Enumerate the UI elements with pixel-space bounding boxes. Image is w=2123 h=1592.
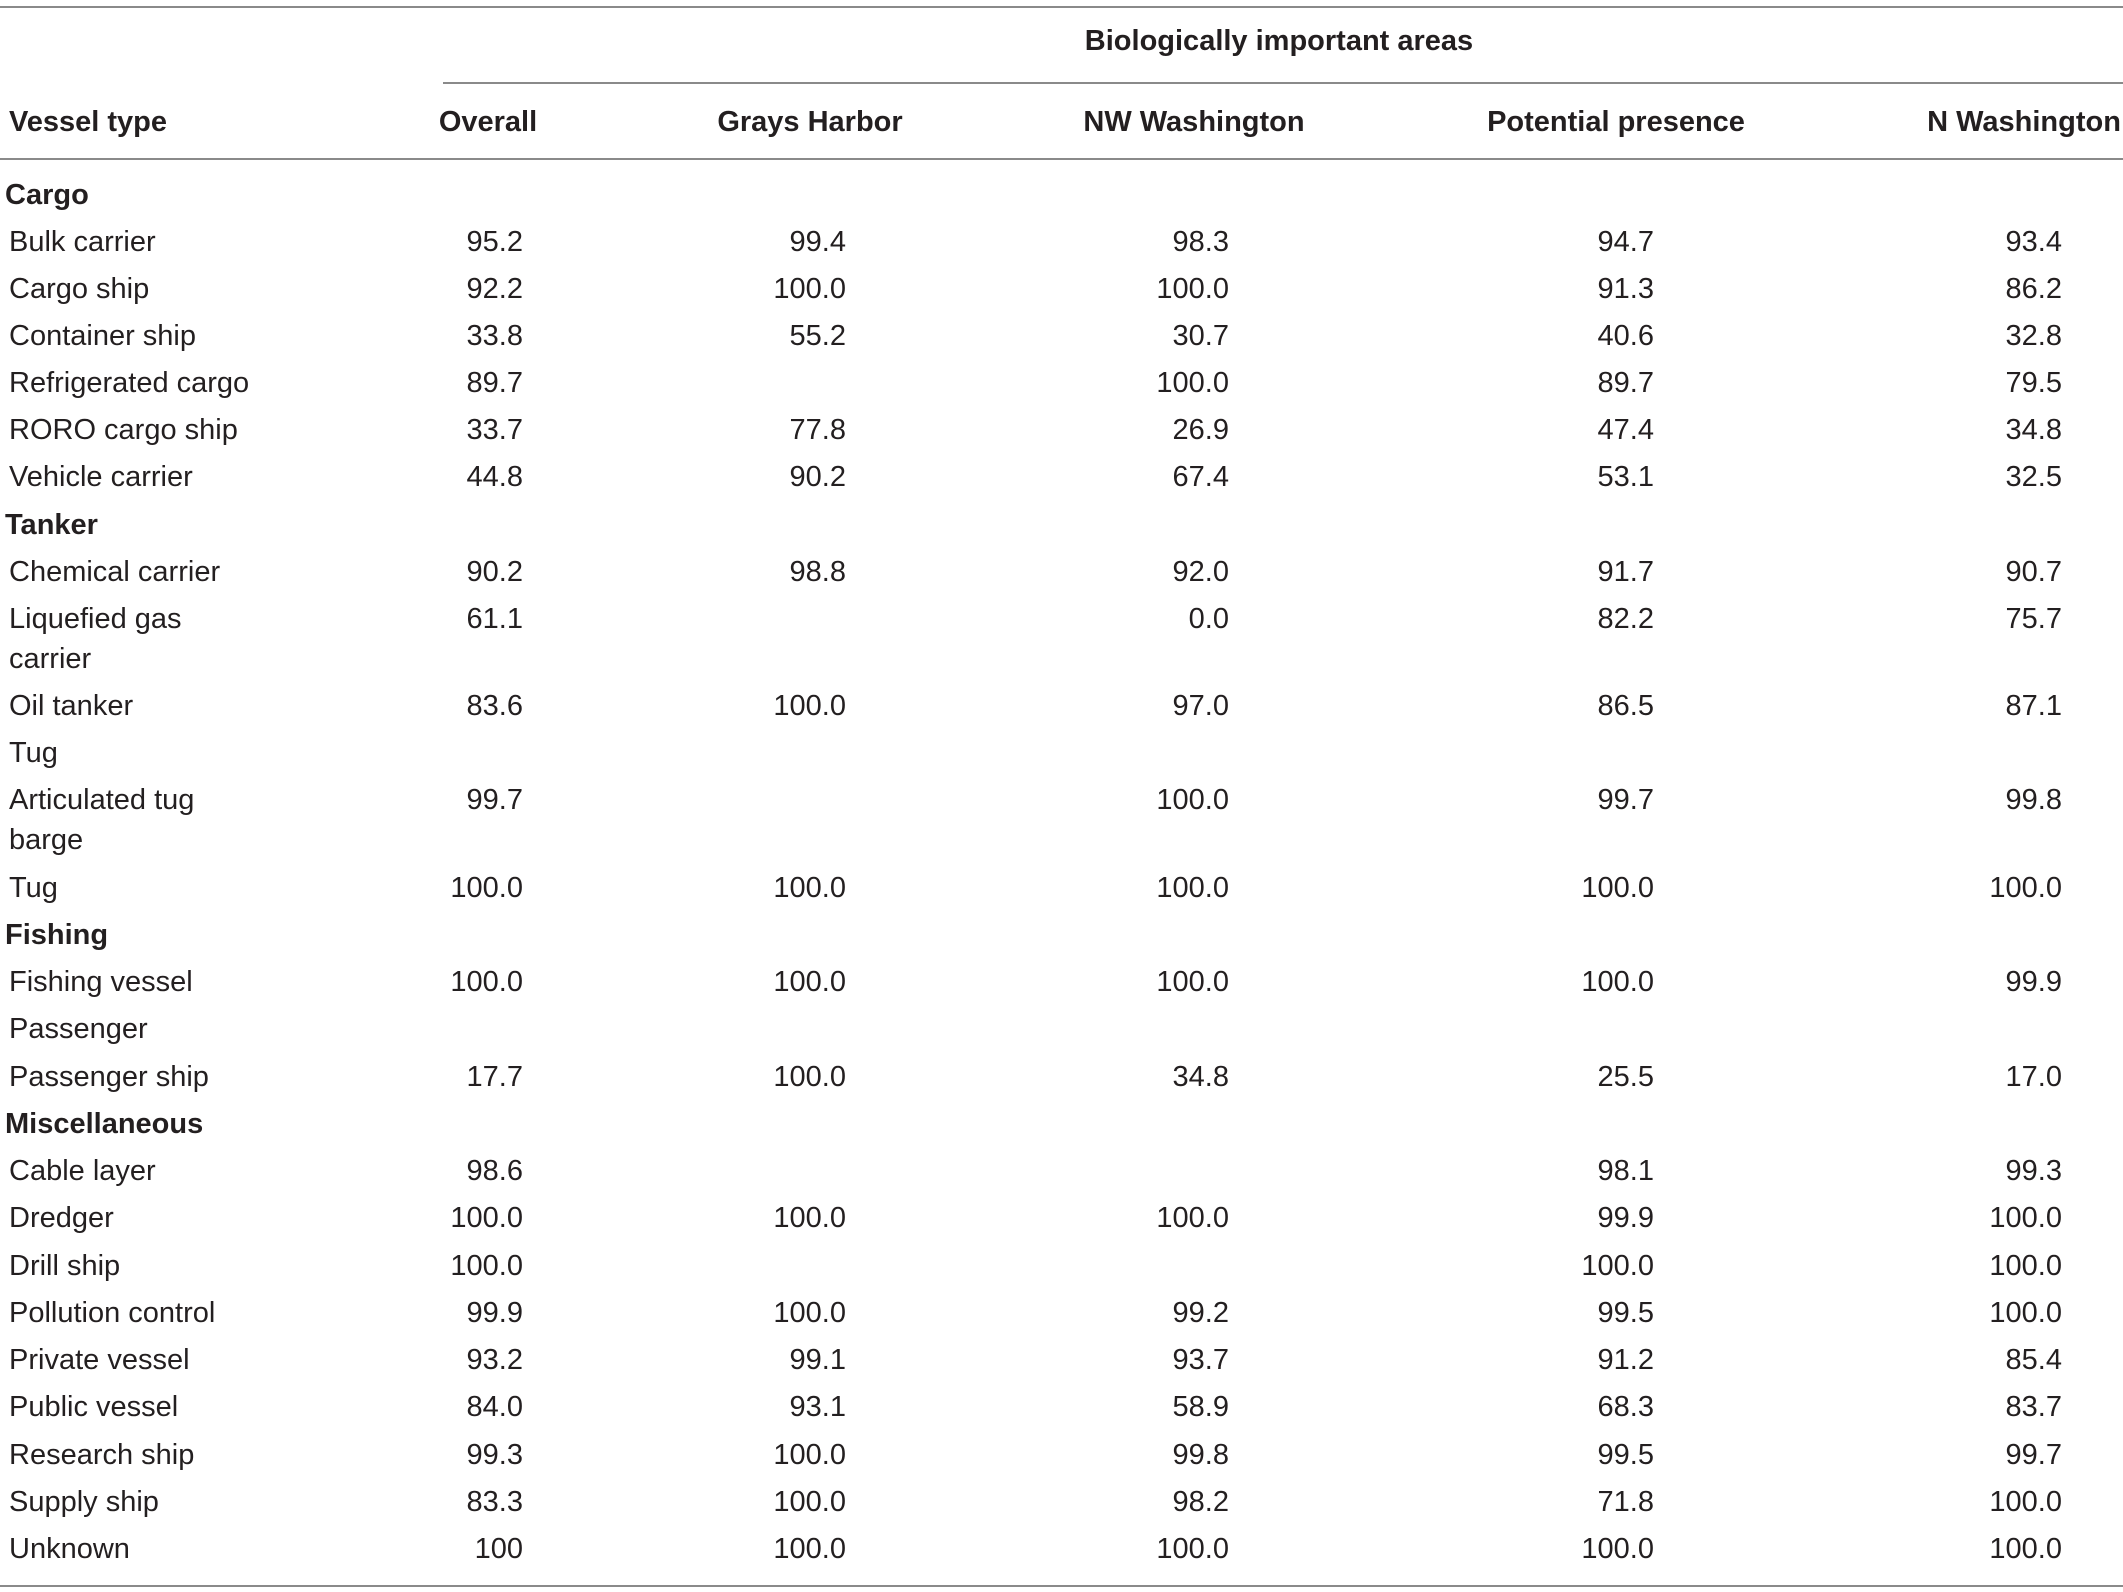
row-label: Fishing vessel <box>9 966 193 998</box>
table-cell: 83.6 <box>466 690 523 722</box>
table-cell: 100.0 <box>1989 872 2062 904</box>
table-cell: 100.0 <box>773 1533 846 1565</box>
header-rule <box>0 158 2123 160</box>
table-cell: 17.7 <box>466 1061 523 1093</box>
table-cell: 99.3 <box>2005 1155 2062 1187</box>
table-cell: 100.0 <box>1156 1202 1229 1234</box>
row-label: Cable layer <box>9 1155 156 1187</box>
table-cell: 95.2 <box>466 226 523 258</box>
row-label: Oil tanker <box>9 690 134 722</box>
table-cell: 89.7 <box>466 367 523 399</box>
table-cell: 99.8 <box>1172 1439 1229 1471</box>
table-cell: 100.0 <box>450 966 523 998</box>
table-cell: 100.0 <box>773 872 846 904</box>
table-cell: 92.2 <box>466 273 523 305</box>
column-header-n-washington: N Washington <box>1927 106 2121 138</box>
table-cell: 34.8 <box>1172 1061 1229 1093</box>
table-cell: 100.0 <box>1156 1533 1229 1565</box>
column-header-nw-washington: NW Washington <box>1083 106 1305 138</box>
table-cell: 33.7 <box>466 414 523 446</box>
table-cell: 90.7 <box>2005 556 2062 588</box>
table-cell: 100 <box>474 1533 523 1565</box>
table-cell: 55.2 <box>789 320 846 352</box>
table-cell: 100.0 <box>1156 273 1229 305</box>
group-header: Biologically important areas <box>1084 25 1474 57</box>
table-cell: 68.3 <box>1597 1391 1654 1423</box>
table-cell: 100.0 <box>1156 966 1229 998</box>
table-cell: 89.7 <box>1597 367 1654 399</box>
table-cell: 100.0 <box>1156 784 1229 816</box>
table-cell: 53.1 <box>1597 461 1654 493</box>
row-label: Bulk carrier <box>9 226 156 258</box>
row-label: Vehicle carrier <box>9 461 193 493</box>
row-label: Refrigerated cargo <box>9 367 250 399</box>
row-label: Tug <box>9 737 58 769</box>
table-cell: 87.1 <box>2005 690 2062 722</box>
table-cell: 90.2 <box>789 461 846 493</box>
table-cell: 100.0 <box>1989 1486 2062 1518</box>
table-cell: 40.6 <box>1597 320 1654 352</box>
table-cell: 100.0 <box>773 690 846 722</box>
table-cell: 90.2 <box>466 556 523 588</box>
table-cell: 100.0 <box>1156 367 1229 399</box>
table-cell: 34.8 <box>2005 414 2062 446</box>
table-cell: 100.0 <box>773 1439 846 1471</box>
table-cell: 85.4 <box>2005 1344 2062 1376</box>
section-label: Fishing <box>5 919 109 951</box>
table-cell: 94.7 <box>1597 226 1654 258</box>
table-cell: 44.8 <box>466 461 523 493</box>
table-cell: 75.7 <box>2005 603 2062 635</box>
table-cell: 0.0 <box>1188 603 1229 635</box>
table-cell: 100.0 <box>1989 1297 2062 1329</box>
table-cell: 100.0 <box>773 966 846 998</box>
table-cell: 98.2 <box>1172 1486 1229 1518</box>
table-cell: 100.0 <box>1989 1250 2062 1282</box>
table-cell: 98.1 <box>1597 1155 1654 1187</box>
row-label: Dredger <box>9 1202 114 1234</box>
table-cell: 99.4 <box>789 226 846 258</box>
table-cell: 98.3 <box>1172 226 1229 258</box>
table-cell: 99.9 <box>1597 1202 1654 1234</box>
table-cell: 93.4 <box>2005 226 2062 258</box>
table-cell: 91.2 <box>1597 1344 1654 1376</box>
table-cell: 99.2 <box>1172 1297 1229 1329</box>
row-label: RORO cargo ship <box>9 414 238 446</box>
table-cell: 100.0 <box>450 1202 523 1234</box>
table-cell: 30.7 <box>1172 320 1229 352</box>
table-cell: 32.8 <box>2005 320 2062 352</box>
group-header-rule <box>443 82 2123 84</box>
row-label: Articulated tug barge <box>9 784 195 856</box>
table-cell: 33.8 <box>466 320 523 352</box>
table-cell: 99.9 <box>466 1297 523 1329</box>
table-cell: 92.0 <box>1172 556 1229 588</box>
table-cell: 86.2 <box>2005 273 2062 305</box>
row-label: Tug <box>9 872 58 904</box>
table-cell: 91.3 <box>1597 273 1654 305</box>
table-cell: 58.9 <box>1172 1391 1229 1423</box>
row-label: Supply ship <box>9 1486 159 1518</box>
table-cell: 17.0 <box>2005 1061 2062 1093</box>
table-cell: 99.8 <box>2005 784 2062 816</box>
table-cell: 77.8 <box>789 414 846 446</box>
column-header-grays-harbor: Grays Harbor <box>717 106 903 138</box>
table-cell: 100.0 <box>1581 1250 1654 1282</box>
table-cell: 99.7 <box>2005 1439 2062 1471</box>
table-cell: 26.9 <box>1172 414 1229 446</box>
table-cell: 100.0 <box>1989 1202 2062 1234</box>
row-label: Private vessel <box>9 1344 190 1376</box>
table-cell: 98.8 <box>789 556 846 588</box>
table-cell: 84.0 <box>466 1391 523 1423</box>
table-cell: 100.0 <box>773 1486 846 1518</box>
table-cell: 100.0 <box>1989 1533 2062 1565</box>
table-cell: 100.0 <box>773 1061 846 1093</box>
row-label: Pollution control <box>9 1297 216 1329</box>
table-cell: 99.3 <box>466 1439 523 1471</box>
table-cell: 100.0 <box>773 273 846 305</box>
row-label: Research ship <box>9 1439 195 1471</box>
row-label: Unknown <box>9 1533 130 1565</box>
table-cell: 91.7 <box>1597 556 1654 588</box>
table-cell: 25.5 <box>1597 1061 1654 1093</box>
column-header-vessel-type: Vessel type <box>9 106 167 138</box>
table-cell: 100.0 <box>1581 1533 1654 1565</box>
row-label: Chemical carrier <box>9 556 221 588</box>
section-label: Cargo <box>5 179 89 211</box>
section-label: Tanker <box>5 509 98 541</box>
table-cell: 99.5 <box>1597 1297 1654 1329</box>
table-cell: 86.5 <box>1597 690 1654 722</box>
table-cell: 100.0 <box>1581 966 1654 998</box>
table-cell: 100.0 <box>773 1297 846 1329</box>
row-label: Cargo ship <box>9 273 150 305</box>
row-label: Container ship <box>9 320 196 352</box>
table-cell: 100.0 <box>450 872 523 904</box>
table-cell: 97.0 <box>1172 690 1229 722</box>
table-cell: 79.5 <box>2005 367 2062 399</box>
table-cell: 47.4 <box>1597 414 1654 446</box>
table-cell: 99.9 <box>2005 966 2062 998</box>
row-label: Passenger <box>9 1013 148 1045</box>
table-cell: 93.2 <box>466 1344 523 1376</box>
row-label: Liquefied gas carrier <box>9 603 182 675</box>
table-cell: 93.1 <box>789 1391 846 1423</box>
column-header-overall: Overall <box>438 106 538 138</box>
section-label: Miscellaneous <box>5 1108 204 1140</box>
table-cell: 71.8 <box>1597 1486 1654 1518</box>
row-label: Passenger ship <box>9 1061 209 1093</box>
bottom-rule <box>0 1585 2123 1587</box>
table-cell: 67.4 <box>1172 461 1229 493</box>
table-cell: 98.6 <box>466 1155 523 1187</box>
table-cell: 100.0 <box>773 1202 846 1234</box>
table-cell: 83.7 <box>2005 1391 2062 1423</box>
table-cell: 83.3 <box>466 1486 523 1518</box>
table-cell: 100.0 <box>450 1250 523 1282</box>
table-cell: 93.7 <box>1172 1344 1229 1376</box>
table-cell: 99.1 <box>789 1344 846 1376</box>
table-cell: 99.7 <box>1597 784 1654 816</box>
table-cell: 82.2 <box>1597 603 1654 635</box>
table-cell: 100.0 <box>1581 872 1654 904</box>
table-cell: 32.5 <box>2005 461 2062 493</box>
column-header-potential-presence: Potential presence <box>1487 106 1745 138</box>
table-cell: 99.7 <box>466 784 523 816</box>
top-rule <box>0 6 2123 8</box>
table-cell: 61.1 <box>466 603 523 635</box>
table-cell: 99.5 <box>1597 1439 1654 1471</box>
table-cell: 100.0 <box>1156 872 1229 904</box>
row-label: Drill ship <box>9 1250 121 1282</box>
row-label: Public vessel <box>9 1391 179 1423</box>
